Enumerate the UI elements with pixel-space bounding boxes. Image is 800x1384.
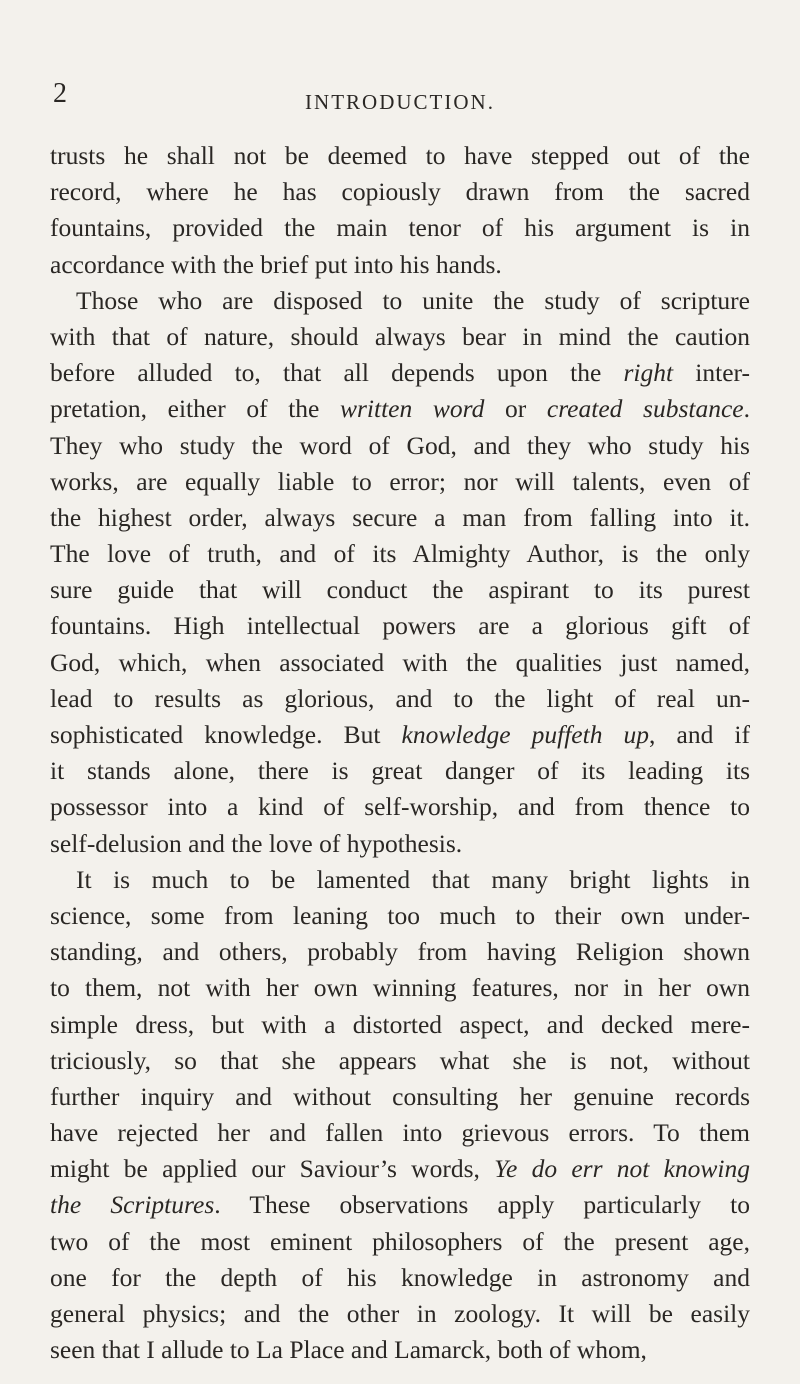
paragraph bbox=[50, 138, 750, 283]
text-segment: , and if bbox=[649, 720, 750, 749]
text-segment: record, where he has copiously drawn from the sacred bbox=[50, 177, 750, 207]
text-segment: further inquiry and without consulting her genuine records bbox=[50, 1081, 750, 1111]
italic-text: the Scriptures bbox=[50, 1190, 215, 1220]
text-segment: accordance with the brief put into his hands. bbox=[50, 249, 502, 279]
text-segment: self-delusion and the love of hypothesis. bbox=[50, 828, 463, 858]
text-line bbox=[50, 572, 750, 608]
text-line bbox=[50, 789, 750, 825]
text-line bbox=[50, 391, 750, 427]
text-line bbox=[50, 1043, 750, 1079]
text-segment: possessor into a kind of self-worship, and from thence to bbox=[50, 792, 750, 822]
text-line bbox=[50, 1332, 750, 1368]
text-line bbox=[50, 536, 750, 572]
text-segment: the highest order, always secure a man from falling into it. bbox=[50, 502, 750, 532]
text-line bbox=[50, 826, 750, 862]
text-line bbox=[50, 1187, 750, 1223]
italic-text: Ye do err not knowing bbox=[494, 1154, 751, 1184]
text-segment: sure guide that will conduct the aspirant to its purest bbox=[50, 575, 750, 605]
text-line bbox=[50, 1079, 750, 1115]
text-segment: it stands alone, there is great danger of its leading its bbox=[50, 756, 750, 786]
text-line bbox=[50, 681, 750, 717]
text-segment: seen that I allude to La Place and Lamarck, both of whom, bbox=[50, 1335, 647, 1365]
paragraph bbox=[50, 862, 750, 1369]
text-line bbox=[50, 1151, 750, 1187]
body-text bbox=[50, 138, 750, 1368]
text-segment: two of the most eminent philosophers of the present age, bbox=[50, 1226, 750, 1256]
italic-text: written word bbox=[340, 394, 485, 424]
text-line bbox=[50, 1260, 750, 1296]
text-line bbox=[50, 1007, 750, 1043]
text-line bbox=[50, 970, 750, 1006]
text-line bbox=[50, 174, 750, 210]
running-head: INTRODUCTION. bbox=[305, 90, 495, 114]
text-line bbox=[50, 898, 750, 934]
text-line bbox=[50, 500, 750, 536]
text-line bbox=[50, 1115, 750, 1151]
text-line bbox=[50, 753, 750, 789]
text-segment: fountains. High intellectual powers are a glorious gift of bbox=[50, 611, 750, 641]
text-segment: or bbox=[484, 394, 547, 424]
text-line bbox=[50, 138, 750, 174]
text-segment: general physics; and the other in zoology. It will be easily bbox=[50, 1299, 750, 1328]
text-line bbox=[50, 355, 750, 391]
page-header bbox=[53, 80, 747, 120]
text-segment: sophisticated knowledge. But bbox=[50, 720, 402, 749]
text-segment: works, are equally liable to error; nor will talents, even of bbox=[50, 466, 750, 496]
text-segment: It is much to be lamented that many bright lights in bbox=[76, 864, 750, 894]
text-segment: God, which, when associated with the qualities just named, bbox=[50, 647, 750, 677]
text-segment: . These observations apply particularly to bbox=[214, 1190, 750, 1220]
text-segment: science, some from leaning too much to their own under- bbox=[50, 900, 750, 930]
text-segment: triciously, so that she appears what she is not, without bbox=[50, 1045, 750, 1075]
text-segment: Those who are disposed to unite the study of scripture bbox=[76, 285, 750, 315]
italic-text: right bbox=[623, 358, 674, 388]
paragraph bbox=[50, 283, 750, 862]
text-line bbox=[50, 464, 750, 500]
text-line bbox=[50, 283, 750, 319]
text-line bbox=[50, 608, 750, 644]
text-line bbox=[50, 1224, 750, 1260]
text-line bbox=[50, 428, 750, 464]
text-line bbox=[50, 862, 750, 898]
text-line bbox=[50, 210, 750, 246]
text-segment: pretation, either of the bbox=[50, 394, 340, 424]
text-segment: The love of truth, and of its Almighty Author, is the only bbox=[50, 539, 750, 569]
text-segment: simple dress, but with a distorted aspect, and decked mere- bbox=[50, 1009, 750, 1039]
text-line bbox=[50, 645, 750, 681]
text-segment: before alluded to, that all depends upon the bbox=[50, 358, 624, 388]
text-segment: They who study the word of God, and they who study his bbox=[50, 430, 750, 460]
italic-text: created substance bbox=[546, 394, 744, 424]
text-line bbox=[50, 934, 750, 970]
text-line bbox=[50, 319, 750, 355]
text-segment: trusts he shall not be deemed to have stepped out of the bbox=[50, 141, 750, 170]
text-segment: standing, and others, probably from having Religion shown bbox=[50, 937, 750, 967]
text-segment: lead to results as glorious, and to the light of real un- bbox=[50, 683, 750, 713]
text-segment: to them, not with her own winning features, nor in her own bbox=[50, 973, 750, 1003]
text-segment: . bbox=[743, 394, 750, 424]
text-segment: fountains, provided the main tenor of his argument is in bbox=[50, 213, 750, 243]
page-number: 2 bbox=[53, 78, 67, 109]
italic-text: knowledge puffeth up bbox=[401, 720, 650, 749]
text-segment: one for the depth of his knowledge in astronomy and bbox=[50, 1262, 750, 1292]
text-segment: with that of nature, should always bear in mind the caution bbox=[50, 321, 750, 351]
text-line bbox=[50, 717, 750, 753]
text-segment: might be applied our Saviour’s words, bbox=[50, 1154, 495, 1184]
text-line bbox=[50, 1296, 750, 1332]
text-line bbox=[50, 247, 750, 283]
text-segment: have rejected her and fallen into grievous errors. To them bbox=[50, 1118, 750, 1148]
text-segment: inter- bbox=[673, 358, 750, 388]
